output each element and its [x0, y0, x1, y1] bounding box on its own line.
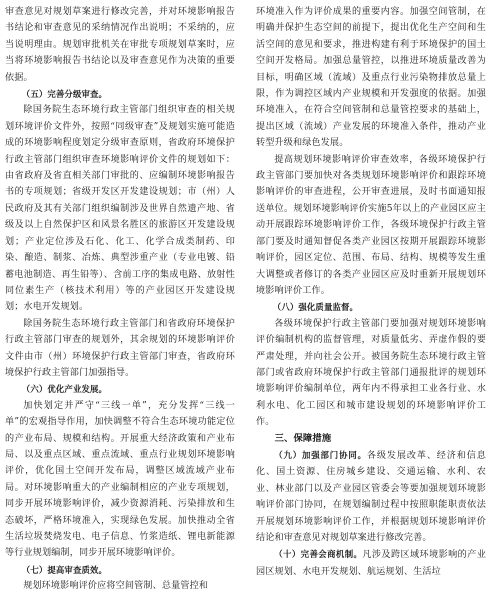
subsection-heading: （八）强化质量监督。 — [272, 302, 359, 313]
section-heading: 三、保障措施 — [274, 432, 332, 444]
paragraph: 审查意见对规划草案进行修改完善，并对环境影响报告书结论和审查意见的采纳情况作出说明；不采纳的，应当说明理由。规划审批机关在审批专项规划草案时，应当将环境影响报告书结论以及审查意见作为决策的重要依据。 — [5, 7, 235, 83]
subsection-heading: （五）完善分级审查。 — [21, 89, 108, 100]
paragraph: 除国务院生态环境行政主管部门组织审查的相关规划环境评价文件外，按照“同级审查”及规划实施可能造成的环境影响程度划定分级审查原则，省政府环境保护行政主管部门组织审查环境影响评价文件的规划如下：由省政府及省直相关部门审批的、应编制环境影响报告书的专项规划；省级开发区开发建设规划；市（州）人民政府及其有关部门组织编制涉及世界自然遗产地、省级及以上自然保护区和风景名胜区的旅游区开发建设规划；产业定位涉及石化、化工、化学合成类制药、印染、酿造、制浆、冶炼、典型涉重产业（专业电镀、铅蓄电池制造、再生铅等）、含前工序的集成电路、放射性同位素生产（核技术利用）等的产业园区开发建设规划；水电开发规划。 — [5, 105, 235, 313]
paragraph: 提高规划环境影响评价审查效率，各级环境保护行政主管部门要加快对各类规划环境影响评价和跟踪环境影响评价的审查进程，公开审查进展，及时书面通知报送单位。规划环境影响评价实施5年以上的产业园区应主动开展跟踪环境影响评价工作，各级环境保护行政主管部门要及时通知督促各类产业园区按期开展跟踪环境影响评价，园区定位、范围、布局、结构、规模等发生重大调整或者修订的各类产业园区应及时重新开展规划环境影响评价工作。 — [256, 154, 486, 296]
paragraph-text: 各级发展改革、经济和信息化、国土资源、住房城乡建设、交通运输、水利、农业、林业部门以及产业园区管委会等要加强规划环境影响评价部门协同，在规划编制过程中按照职能职责依法开展规划环境影响评价工作，并根据规划环境影响评价结论和审查意见对规划草案进行修改完善。 — [256, 450, 487, 543]
subsection-lead: （九）加强部门协同。 — [274, 449, 367, 460]
right-column — [256, 4, 486, 580]
subsection-heading: （六）优化产业发展。 — [21, 384, 108, 395]
paragraph: 各级环境保护行政主管部门要加强对规划环境影响评价编制机构的监督管理，对质量低劣、弄虚作假的要严肃处理，并向社会公开。被国务院生态环境行政主管部门或省政府环境保护行政主管部门通报批评的规划环境影响评价编制单位，两年内不得承担工业各行业、水利水电、化工园区和城市建设规划的环境影响评价工作。 — [256, 318, 486, 428]
subsection-heading: （七）提高审查质效。 — [21, 564, 108, 575]
paragraph-with-lead — [256, 447, 486, 546]
paragraph-text: 凡涉及跨区域环境影响的产业园区规划、水电开发规划、航运规划、生活垃 — [256, 550, 486, 577]
paragraph: 环境准入作为评价成果的重要内容。加强空间管制，在明确并保护生态空间的前提下，提出优化生产空间和生活空间的意见和要求，推进构建有利于环境保护的国土空间开发格局。加强总量管控，以推进环境质量改善为目标，明确区域（流域）及重点行业污染物排放总量上限，作为调控区域内产业规模和开发强度的依据。加强环境准入，在符合空间管制和总量管控要求的基础上，提出区域（流域）产业发展的环境准入条件，推动产业转型升级和绿色发展。 — [256, 7, 486, 149]
subsection-lead: （十）完善会商机制。 — [274, 549, 363, 560]
paragraph: 加快划定并严守“三线一单”，充分发挥“三线一单”的宏观指导作用，加快调整不符合生态环境功能定位的产业布局、规模和结构。开展重大经济政策和产业布局、以及重点区域、重点流域、重点行业规划环境影响评价，优化国土空间开发布局，调整区域流域产业布局。对环境影响重大的产业编制相应的产业专项规划，同步开展环境影响评价，减少资源消耗、污染排放和生态破坏，严格环境准入，实现绿色发展。加快推动全省生活垃圾焚烧发电、电子信息、竹浆造纸、锂电新能源等行业规划编制，同步开展环境影响评价。 — [5, 400, 235, 559]
paragraph: 规划环境影响评价应将空间管制、总量管控和 — [23, 581, 209, 592]
left-column — [5, 4, 235, 595]
paragraph: 除国务院生态环境行政主管部门和省政府环境保护行政主管部门审查的规划外，其余规划的环境影响评价文件由市（州）环境保护行政主管部门审查，省政府环境保护行政主管部门加强指导。 — [5, 318, 235, 378]
paragraph-with-lead — [256, 546, 486, 580]
